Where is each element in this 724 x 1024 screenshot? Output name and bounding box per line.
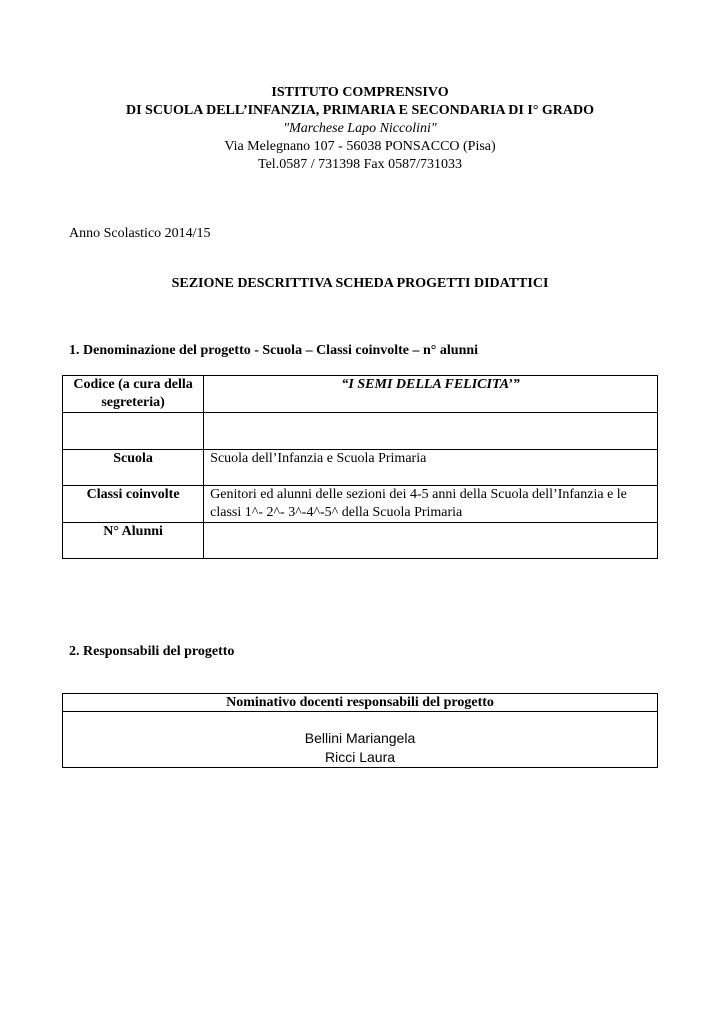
header-line-1: ISTITUTO COMPRENSIVO <box>271 85 449 100</box>
table-row <box>63 376 658 413</box>
section-title: SEZIONE DESCRITTIVA SCHEDA PROGETTI DIDATTICI <box>171 276 549 291</box>
section-2-heading: 2. Responsabili del progetto <box>69 644 235 659</box>
table-row <box>63 712 658 768</box>
empty-cell <box>204 413 658 450</box>
header-phone-fax: Tel.0587 / 731398 Fax 0587/731033 <box>258 157 462 172</box>
header-line-2: DI SCUOLA DELL’INFANZIA, PRIMARIA E SECONDARIA DI I° GRADO <box>125 103 595 118</box>
codice-value <box>63 413 204 450</box>
header-school-name: "Marchese Lapo Niccolini" <box>283 121 437 136</box>
table-row <box>63 450 658 486</box>
table-row <box>63 523 658 559</box>
project-details-table <box>62 375 658 559</box>
header-address: Via Melegnano 107 - 56038 PONSACCO (Pisa) <box>224 139 496 154</box>
school-year: Anno Scolastico 2014/15 <box>69 226 211 241</box>
responsabili-header: Nominativo docenti responsabili del progetto <box>63 694 658 712</box>
table-row <box>63 486 658 523</box>
list-item: Bellini Mariangela <box>304 730 416 746</box>
scuola-label: Scuola <box>63 450 204 486</box>
list-item: Ricci Laura <box>324 749 396 765</box>
table-row <box>63 413 658 450</box>
responsabili-table <box>62 693 658 768</box>
codice-label: Codice (a cura della segreteria) <box>63 376 204 413</box>
section-1-heading: 1. Denominazione del progetto - Scuola – Classi coinvolte – n° alunni <box>69 343 479 358</box>
alunni-value <box>204 523 658 559</box>
project-title: “I SEMI DELLA FELICITA’” <box>204 376 658 413</box>
responsabili-list <box>63 712 658 768</box>
school-header <box>62 84 658 174</box>
classi-value: Genitori ed alunni delle sezioni dei 4-5 anni della Scuola dell’Infanzia e le classi 1^- 2^- 3^-4^-5^ della Scuola Primaria <box>204 486 658 523</box>
table-row <box>63 694 658 712</box>
alunni-label: N° Alunni <box>63 523 204 559</box>
classi-label: Classi coinvolte <box>63 486 204 523</box>
scuola-value: Scuola dell’Infanzia e Scuola Primaria <box>204 450 658 486</box>
